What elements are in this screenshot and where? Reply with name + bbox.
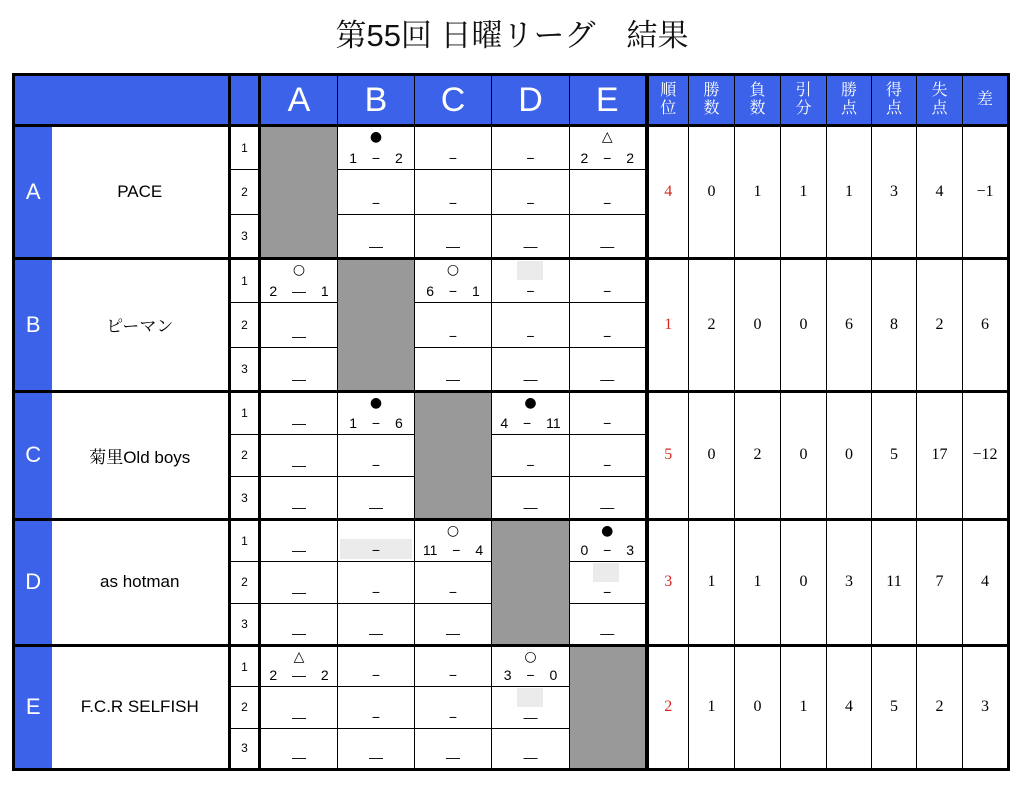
wins-value: 0 [689, 126, 735, 259]
match-cell-vs-a [260, 391, 338, 434]
match-score: — [523, 370, 538, 387]
match-cell-vs-a [260, 477, 338, 520]
goals-for-value: 3 [872, 126, 917, 259]
team-letter: A [14, 126, 52, 259]
goals-against-value: 2 [917, 645, 963, 769]
round-number: 2 [230, 561, 260, 603]
match-cell-vs-e [570, 170, 647, 214]
goals-for-value: 8 [872, 258, 917, 391]
round-number: 1 [230, 126, 260, 170]
team-name: F.C.R SELFISH [52, 645, 230, 769]
match-cell-vs-e [570, 214, 647, 258]
match-score: − [448, 194, 458, 211]
round-number: 3 [230, 214, 260, 258]
match-cell-vs-a [260, 561, 338, 603]
match-cell-vs-b [338, 728, 415, 769]
round-number: 3 [230, 347, 260, 391]
match-cell-vs-c [415, 519, 492, 561]
match-score: — [292, 583, 306, 600]
match-score: − [526, 283, 535, 300]
match-cell-vs-b [338, 477, 415, 520]
match-cell-vs-c [415, 347, 492, 391]
losses-value: 2 [735, 391, 781, 519]
match-cell-vs-c [415, 728, 492, 769]
table-row [14, 519, 1009, 561]
header-goals-for [872, 75, 917, 126]
win-mark-icon: ○ [446, 261, 460, 278]
goals-for-value: 5 [872, 645, 917, 769]
rank-value: 5 [647, 391, 689, 519]
header-points-label: 勝点 [840, 81, 857, 117]
header-draws-label: 引分 [795, 81, 812, 117]
match-score: − [603, 194, 612, 211]
goal-diff-value: −12 [963, 391, 1009, 519]
table-row [14, 126, 1009, 170]
match-score: — [292, 414, 306, 431]
match-cell-vs-c [415, 687, 492, 728]
match-cell-vs-a [260, 728, 338, 769]
draws-value: 1 [781, 126, 827, 259]
match-cell-vs-c [415, 170, 492, 214]
match-score: — [523, 498, 538, 515]
header-opponent-e: E [570, 75, 647, 126]
match-cell-vs-c [415, 561, 492, 603]
rank-value: 1 [647, 258, 689, 391]
league-results-table [12, 73, 1010, 771]
match-score: − [603, 583, 612, 600]
header-points [827, 75, 872, 126]
page-title: 第55回 日曜リーグ 結果 [335, 18, 689, 53]
header-wins-label: 勝数 [703, 81, 720, 117]
match-cell-vs-e [570, 603, 647, 645]
match-score: − [448, 327, 458, 344]
match-cell-vs-d [492, 645, 570, 686]
match-cell-vs-b [338, 126, 415, 170]
match-cell-vs-a [260, 687, 338, 728]
team-letter: B [14, 258, 52, 391]
match-score: 2 — 1 [269, 283, 329, 300]
match-cell-vs-d [492, 258, 570, 302]
header-goals-against [917, 75, 963, 126]
match-cell-vs-c [415, 603, 492, 645]
points-value: 6 [827, 258, 872, 391]
match-cell-vs-c [415, 214, 492, 258]
match-score: — [369, 624, 383, 641]
header-losses [735, 75, 781, 126]
header-corner [14, 75, 230, 126]
round-number: 1 [230, 645, 260, 686]
match-score: 0 − 3 [580, 541, 635, 558]
self-match-cell [260, 126, 338, 259]
round-number: 2 [230, 170, 260, 214]
header-rank [647, 75, 689, 126]
table-row [14, 645, 1009, 686]
match-score: — [446, 748, 460, 765]
points-value: 1 [827, 126, 872, 259]
match-score: — [446, 624, 460, 641]
match-score: — [369, 748, 383, 765]
match-cell-vs-d [492, 347, 570, 391]
match-cell-vs-b [338, 170, 415, 214]
win-mark-icon: ○ [292, 261, 306, 278]
loss-mark-icon: ● [369, 129, 383, 145]
wins-value: 1 [689, 519, 735, 645]
draws-value: 0 [781, 519, 827, 645]
match-cell-vs-d [492, 391, 570, 434]
match-cell-vs-a [260, 434, 338, 477]
goal-diff-value: 4 [963, 519, 1009, 645]
points-value: 0 [827, 391, 872, 519]
self-match-cell [415, 391, 492, 519]
match-score: 11 − 4 [422, 541, 484, 558]
match-score: — [292, 624, 306, 641]
header-opponent-a: A [260, 75, 338, 126]
match-cell-vs-b [338, 645, 415, 686]
header-goal-diff [963, 75, 1009, 126]
match-cell-vs-d [492, 126, 570, 170]
match-cell-vs-d [492, 477, 570, 520]
match-cell-vs-b [338, 603, 415, 645]
match-score: — [600, 624, 615, 641]
match-cell-vs-e [570, 434, 647, 477]
match-score: − [526, 150, 535, 167]
match-cell-vs-c [415, 303, 492, 347]
match-score: − [526, 457, 535, 474]
header-row [14, 75, 1009, 126]
match-cell-vs-d [492, 687, 570, 728]
match-score: 4 − 11 [500, 414, 561, 431]
losses-value: 1 [735, 126, 781, 259]
points-value: 4 [827, 645, 872, 769]
loss-mark-icon: ● [601, 522, 614, 539]
match-score: − [526, 327, 535, 344]
match-score: − [371, 708, 381, 725]
team-letter: E [14, 645, 52, 769]
match-score: 3 − 0 [503, 667, 558, 684]
team-name: ピーマン [52, 258, 230, 391]
match-cell-vs-e [570, 561, 647, 603]
match-score: − [371, 541, 381, 558]
match-score: − [448, 667, 458, 684]
header-goals-for-label: 得点 [885, 81, 902, 117]
match-score: — [523, 237, 538, 254]
draw-mark-icon: △ [293, 648, 305, 665]
win-mark-icon: ○ [524, 648, 537, 665]
goals-for-value: 5 [872, 391, 917, 519]
match-score: — [600, 370, 615, 387]
header-opponent-c: C [415, 75, 492, 126]
match-score: − [603, 327, 612, 344]
self-match-cell [338, 258, 415, 391]
draws-value: 1 [781, 645, 827, 769]
match-score: 2 — 2 [269, 667, 329, 684]
self-match-cell [492, 519, 570, 645]
round-number: 3 [230, 603, 260, 645]
team-name: PACE [52, 126, 230, 259]
match-cell-vs-e [570, 303, 647, 347]
match-score: − [371, 194, 381, 211]
match-score: − [371, 457, 381, 474]
match-cell-vs-c [415, 126, 492, 170]
round-number: 1 [230, 519, 260, 561]
match-cell-vs-d [492, 214, 570, 258]
team-name: as hotman [52, 519, 230, 645]
goals-against-value: 17 [917, 391, 963, 519]
match-score: − [526, 194, 535, 211]
header-wins [689, 75, 735, 126]
match-score: − [603, 414, 612, 431]
match-cell-vs-a [260, 347, 338, 391]
match-cell-vs-d [492, 170, 570, 214]
draw-mark-icon: △ [601, 129, 613, 145]
wins-value: 0 [689, 391, 735, 519]
round-number: 2 [230, 434, 260, 477]
goals-against-value: 7 [917, 519, 963, 645]
team-letter: D [14, 519, 52, 645]
match-cell-vs-e [570, 391, 647, 434]
match-cell-vs-a [260, 519, 338, 561]
loss-mark-icon: ● [369, 394, 383, 411]
match-cell-vs-d [492, 728, 570, 769]
match-score: — [523, 748, 538, 765]
match-cell-vs-e [570, 126, 647, 170]
wins-value: 2 [689, 258, 735, 391]
match-cell-vs-b [338, 434, 415, 477]
losses-value: 1 [735, 519, 781, 645]
match-score: — [369, 498, 383, 515]
header-draws [781, 75, 827, 126]
match-score: − [448, 708, 458, 725]
round-number: 1 [230, 391, 260, 434]
match-score: 6 − 1 [426, 283, 480, 300]
match-score: — [292, 708, 306, 725]
match-score: — [292, 541, 306, 558]
match-score: − [371, 667, 381, 684]
match-score: − [371, 583, 381, 600]
draws-value: 0 [781, 258, 827, 391]
match-score: − [448, 583, 458, 600]
blank-mark-slot [517, 688, 543, 707]
match-score: — [446, 370, 460, 387]
match-score: 1 − 2 [349, 150, 403, 167]
match-score: − [448, 150, 458, 167]
win-mark-icon: ○ [446, 522, 460, 539]
match-cell-vs-e [570, 519, 647, 561]
match-cell-vs-d [492, 434, 570, 477]
match-score: — [292, 327, 306, 344]
header-goal-diff-label: 差 [976, 90, 993, 108]
team-name: 菊里Old boys [52, 391, 230, 519]
wins-value: 1 [689, 645, 735, 769]
goals-against-value: 2 [917, 258, 963, 391]
match-score: − [603, 283, 612, 300]
header-goals-against-label: 失点 [931, 81, 948, 117]
match-cell-vs-a [260, 603, 338, 645]
match-cell-vs-e [570, 258, 647, 302]
header-opponent-d: D [492, 75, 570, 126]
team-letter: C [14, 391, 52, 519]
match-score: — [292, 748, 306, 765]
match-cell-vs-b [338, 391, 415, 434]
rank-value: 4 [647, 126, 689, 259]
match-score: — [523, 708, 538, 725]
match-cell-vs-d [492, 303, 570, 347]
round-number: 2 [230, 303, 260, 347]
match-score: — [369, 237, 383, 254]
match-cell-vs-b [338, 687, 415, 728]
match-score: — [292, 370, 306, 387]
match-cell-vs-b [338, 519, 415, 561]
header-losses-label: 負数 [749, 81, 766, 117]
table-row [14, 391, 1009, 434]
round-number: 3 [230, 728, 260, 769]
match-cell-vs-a [260, 645, 338, 686]
blank-mark-slot [517, 261, 543, 280]
round-number: 2 [230, 687, 260, 728]
match-cell-vs-e [570, 347, 647, 391]
match-cell-vs-b [338, 214, 415, 258]
rank-value: 2 [647, 645, 689, 769]
points-value: 3 [827, 519, 872, 645]
match-score: − [603, 457, 612, 474]
match-score: — [600, 498, 615, 515]
results-body [14, 126, 1009, 770]
header-opponent-b: B [338, 75, 415, 126]
losses-value: 0 [735, 258, 781, 391]
rank-value: 3 [647, 519, 689, 645]
header-rank-label: 順位 [660, 81, 677, 117]
match-cell-vs-b [338, 561, 415, 603]
match-cell-vs-e [570, 477, 647, 520]
match-score: — [292, 457, 306, 474]
goal-diff-value: 3 [963, 645, 1009, 769]
goals-against-value: 4 [917, 126, 963, 259]
self-match-cell [570, 645, 647, 769]
match-cell-vs-c [415, 645, 492, 686]
match-score: — [446, 237, 460, 254]
match-score: — [292, 498, 306, 515]
match-cell-vs-c [415, 258, 492, 302]
round-number: 3 [230, 477, 260, 520]
match-score: 2 − 2 [580, 150, 635, 167]
loss-mark-icon: ● [524, 394, 537, 411]
draws-value: 0 [781, 391, 827, 519]
blank-mark-slot [593, 563, 619, 582]
table-row [14, 258, 1009, 302]
losses-value: 0 [735, 645, 781, 769]
goal-diff-value: −1 [963, 126, 1009, 259]
goals-for-value: 11 [872, 519, 917, 645]
header-round-corner [230, 75, 260, 126]
match-score: 1 − 6 [349, 414, 403, 431]
match-cell-vs-a [260, 258, 338, 302]
round-number: 1 [230, 258, 260, 302]
match-score: — [600, 237, 615, 254]
match-cell-vs-a [260, 303, 338, 347]
goal-diff-value: 6 [963, 258, 1009, 391]
